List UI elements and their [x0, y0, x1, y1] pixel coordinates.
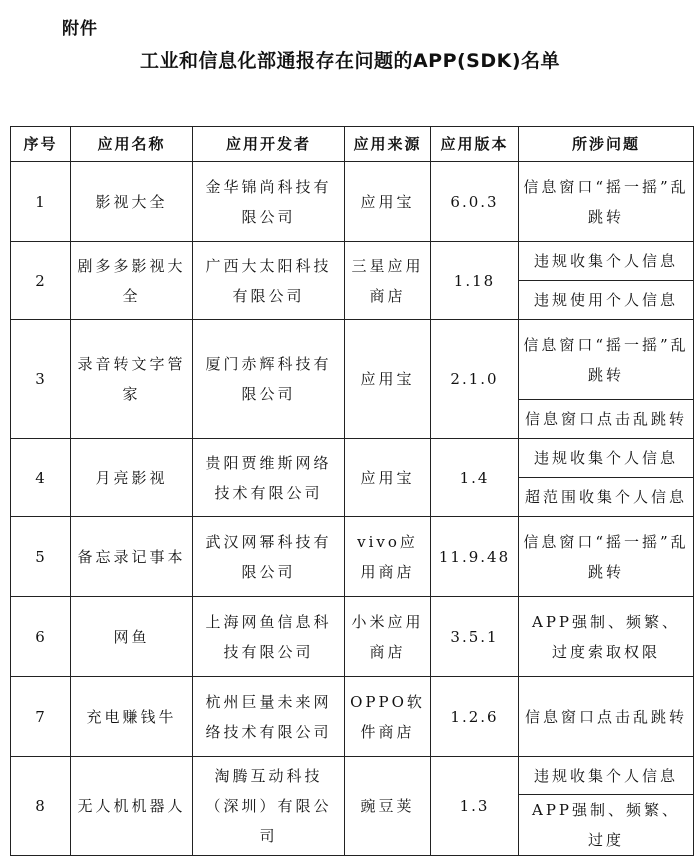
row-version: 1.2.6: [431, 677, 519, 757]
row-source: vivo应用商店: [345, 517, 431, 597]
table-row: [11, 439, 694, 478]
header-source: 应用来源: [345, 127, 431, 162]
table-row: [11, 517, 694, 597]
table-row: [11, 677, 694, 757]
row-app-name: 影视大全: [71, 162, 193, 242]
row-issue: 违规使用个人信息: [519, 281, 694, 320]
table-header-row: [11, 127, 694, 162]
row-issue: 信息窗口点击乱跳转: [519, 677, 694, 757]
row-no: 6: [11, 597, 71, 677]
header-version: 应用版本: [431, 127, 519, 162]
row-app-name: 充电赚钱牛: [71, 677, 193, 757]
row-source: 三星应用商店: [345, 242, 431, 320]
row-developer: 贵阳贾维斯网络技术有限公司: [193, 439, 345, 517]
row-issue: 信息窗口“摇一摇”乱跳转: [519, 517, 694, 597]
row-developer: 上海网鱼信息科技有限公司: [193, 597, 345, 677]
header-developer: 应用开发者: [193, 127, 345, 162]
row-issue: 违规收集个人信息: [519, 757, 694, 795]
table-row: [11, 597, 694, 677]
row-issue: 信息窗口点击乱跳转: [519, 400, 694, 439]
row-version: 1.3: [431, 757, 519, 856]
row-source: 应用宝: [345, 320, 431, 439]
row-version: 1.4: [431, 439, 519, 517]
row-version: 6.0.3: [431, 162, 519, 242]
row-developer: 武汉网幂科技有限公司: [193, 517, 345, 597]
table-row: [11, 242, 694, 281]
row-source: 豌豆荚: [345, 757, 431, 856]
header-app-name: 应用名称: [71, 127, 193, 162]
row-no: 7: [11, 677, 71, 757]
document-title: 工业和信息化部通报存在问题的APP(SDK)名单: [139, 50, 561, 72]
row-no: 4: [11, 439, 71, 517]
table-row: [11, 320, 694, 400]
row-version: 2.1.0: [431, 320, 519, 439]
row-developer: 广西大太阳科技有限公司: [193, 242, 345, 320]
row-no: 1: [11, 162, 71, 242]
table-row: [11, 757, 694, 795]
row-no: 5: [11, 517, 71, 597]
row-no: 3: [11, 320, 71, 439]
row-issue: 违规收集个人信息: [519, 242, 694, 281]
header-no: 序号: [11, 127, 71, 162]
row-version: 1.18: [431, 242, 519, 320]
row-issue: 信息窗口“摇一摇”乱跳转: [519, 320, 694, 400]
row-app-name: 月亮影视: [71, 439, 193, 517]
header-issues: 所涉问题: [519, 127, 694, 162]
row-issue: APP强制、频繁、过度索取权限: [519, 597, 694, 677]
row-developer: 淘腾互动科技（深圳）有限公司: [193, 757, 345, 856]
row-issue: 超范围收集个人信息: [519, 478, 694, 517]
attachment-label: 附件: [62, 19, 98, 39]
row-app-name: 剧多多影视大全: [71, 242, 193, 320]
row-source: 小米应用商店: [345, 597, 431, 677]
row-issue: APP强制、频繁、过度: [519, 795, 694, 856]
row-app-name: 录音转文字管家: [71, 320, 193, 439]
row-source: 应用宝: [345, 162, 431, 242]
row-no: 2: [11, 242, 71, 320]
row-app-name: 备忘录记事本: [71, 517, 193, 597]
row-version: 11.9.48: [431, 517, 519, 597]
row-developer: 金华锦尚科技有限公司: [193, 162, 345, 242]
app-list-table: [10, 126, 694, 856]
table-row: [11, 162, 694, 242]
row-issue: 信息窗口“摇一摇”乱跳转: [519, 162, 694, 242]
row-source: 应用宝: [345, 439, 431, 517]
row-no: 8: [11, 757, 71, 856]
row-app-name: 无人机机器人: [71, 757, 193, 856]
row-version: 3.5.1: [431, 597, 519, 677]
row-issue: 违规收集个人信息: [519, 439, 694, 478]
row-developer: 杭州巨量未来网络技术有限公司: [193, 677, 345, 757]
row-app-name: 网鱼: [71, 597, 193, 677]
row-source: OPPO软件商店: [345, 677, 431, 757]
row-developer: 厦门赤辉科技有限公司: [193, 320, 345, 439]
